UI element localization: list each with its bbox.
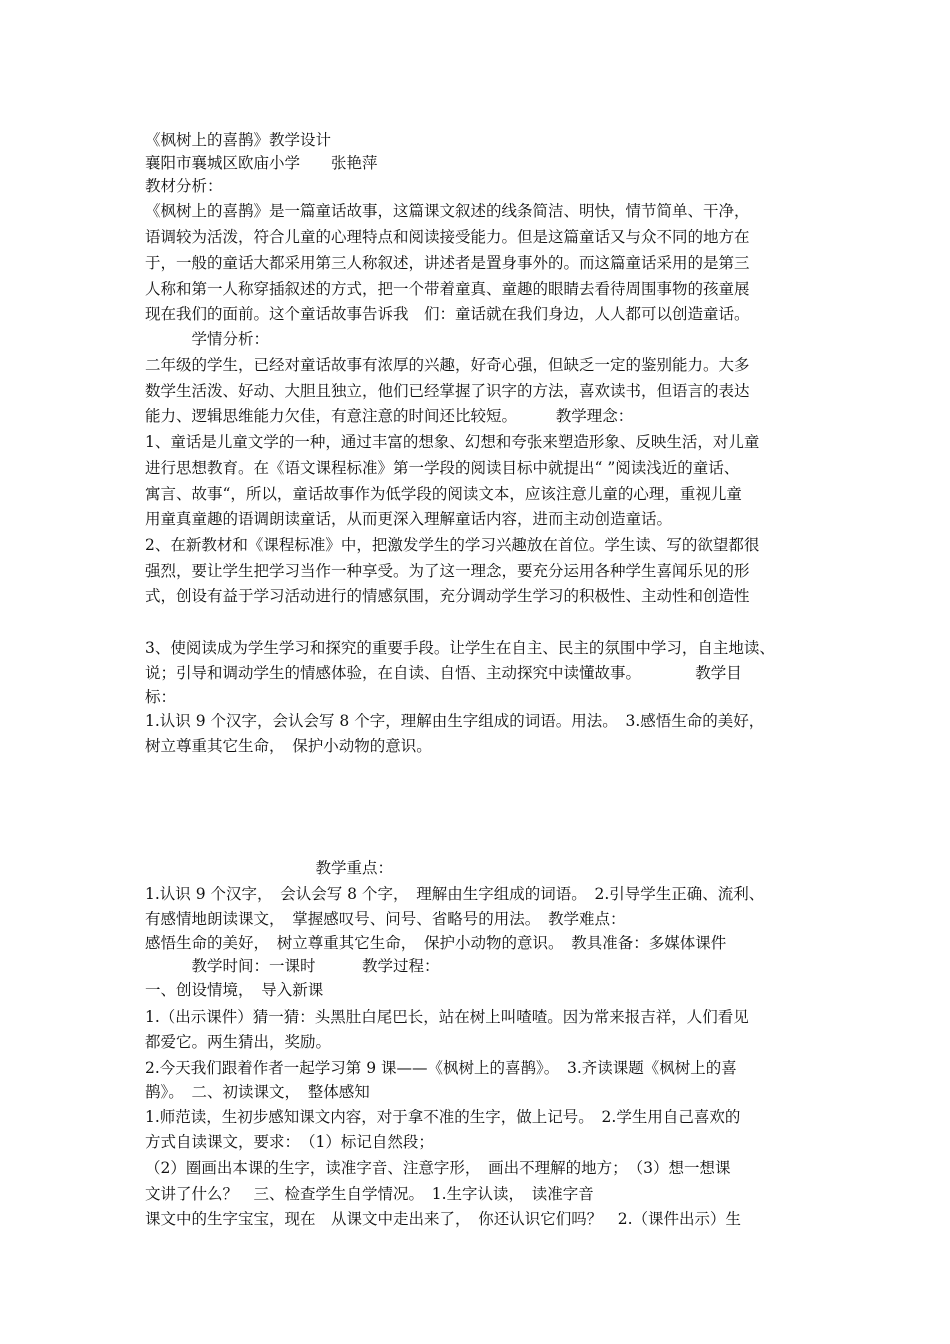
section-heading: 教材分析： <box>145 177 223 195</box>
text-line: 二年级的学生，已经对童话故事有浓厚的兴趣，好奇心强，但缺乏一定的鉴别能力。大多 <box>145 356 750 374</box>
text-line: 《枫树上的喜鹊》是一篇童话故事，这篇课文叙述的线条简洁、明快，情节简单、干净， <box>145 202 750 220</box>
text-line: 文讲了什么？ 三、检查学生自学情况。 1.生字认读， 读准字音 <box>145 1185 594 1203</box>
text-line: 能力、逻辑思维能力欠佳，有意注意的时间还比较短。 教学理念： <box>145 407 634 425</box>
text-line: 数学生活泼、好动、大胆且独立，他们已经掌握了识字的方法，喜欢读书，但语言的表达 <box>145 382 750 400</box>
text-line: 现在我们的面前。这个童话故事告诉我 们：童话就在我们身边，人人都可以创造童话。 <box>145 305 750 323</box>
text-line: 式，创设有益于学习活动进行的情感氛围，充分调动学生学习的积极性、主动性和创造性 <box>145 587 750 605</box>
author-line: 襄阳市襄城区欧庙小学 张艳萍 <box>145 154 378 172</box>
section-heading: 学情分析： <box>145 330 270 348</box>
text-line: 1、童话是儿童文学的一种，通过丰富的想象、幻想和夸张来塑造形象、反映生活，对儿童 <box>145 433 760 451</box>
text-line: 进行思想教育。在《语文课程标准》第一学段的阅读目标中就提出“ ”阅读浅近的童话、 <box>145 459 740 477</box>
text-line: 1.认识 9 个汉字， 会认会写 8 个字， 理解由生字组成的词语。 2.引导学生正确、流利、 <box>145 885 765 903</box>
text-line: 教学时间：一课时 教学过程： <box>145 957 440 975</box>
text-line: 1.认识 9 个汉字，会认会写 8 个字，理解由生字组成的词语。用法。 3.感悟生命的美好， <box>145 712 765 730</box>
text-line: 人称和第一人称穿插叙述的方式，把一个带着童真、童趣的眼睛去看待周围事物的孩童展 <box>145 280 750 298</box>
text-line: 1.（出示课件）猜一猜：头黑肚白尾巴长，站在树上叫喳喳。因为常来报吉祥，人们看见 <box>145 1008 749 1026</box>
text-line: 3、使阅读成为学生学习和探究的重要手段。让学生在自主、民主的氛围中学习，自主地读、 <box>145 639 775 657</box>
text-line: 2、在新教材和《课程标准》中，把激发学生的学习兴趣放在首位。学生读、写的欲望都很 <box>145 536 760 554</box>
text-line: 用童真童趣的语调朗读童话，从而更深入理解童话内容，进而主动创造童话。 <box>145 510 673 528</box>
text-line: 方式自读课文，要求： （1）标记自然段； <box>145 1133 434 1151</box>
text-line: 都爱它。两生猜出，奖励。 <box>145 1033 332 1051</box>
text-line: 1.师范读，生初步感知课文内容，对于拿不准的生字，做上记号。 2.学生用自己喜欢的 <box>145 1108 741 1126</box>
text-line: 鹊》。 二、初读课文， 整体感知 <box>145 1083 370 1101</box>
section-heading: 教学重点： <box>145 859 394 877</box>
text-line: 课文中的生字宝宝，现在 从课文中走出来了， 你还认识它们吗？ 2.（课件出示）生 <box>145 1210 742 1228</box>
text-line: 于，一般的童话大都采用第三人称叙述，讲述者是置身事外的。而这篇童话采用的是第三 <box>145 254 750 272</box>
text-line: 寓言、故事“，所以，童话故事作为低学段的阅读文本，应该注意儿童的心理，重视儿童 <box>145 485 742 503</box>
text-line: 一、创设情境， 导入新课 <box>145 981 324 999</box>
text-line: 2.今天我们跟着作者一起学习第 9 课——《枫树上的喜鹊》。 3.齐读课题《枫树上的喜 <box>145 1059 737 1077</box>
text-line: （2）圈画出本课的生字，读准字音、注意字形， 画出不理解的地方； （3）想一想课 <box>145 1159 731 1177</box>
text-line: 强烈，要让学生把学习当作一种享受。为了这一理念，要充分运用各种学生喜闻乐见的形 <box>145 562 750 580</box>
text-line: 树立尊重其它生命， 保护小动物的意识。 <box>145 737 432 755</box>
text-line: 标： <box>145 688 177 706</box>
text-line: 说；引导和调动学生的情感体验，在自读、自悟、主动探究中读懂故事。 教学目 <box>145 664 742 682</box>
text-line: 语调较为活泼，符合儿童的心理特点和阅读接受能力。但是这篇童话又与众不同的地方在 <box>145 228 750 246</box>
text-line: 有感情地朗读课文， 掌握感叹号、问号、省略号的用法。 教学难点： <box>145 910 626 928</box>
doc-title: 《枫树上的喜鹊》教学设计 <box>145 131 332 149</box>
text-line: 感悟生命的美好， 树立尊重其它生命， 保护小动物的意识。 教具准备：多媒体课件 <box>145 934 727 952</box>
